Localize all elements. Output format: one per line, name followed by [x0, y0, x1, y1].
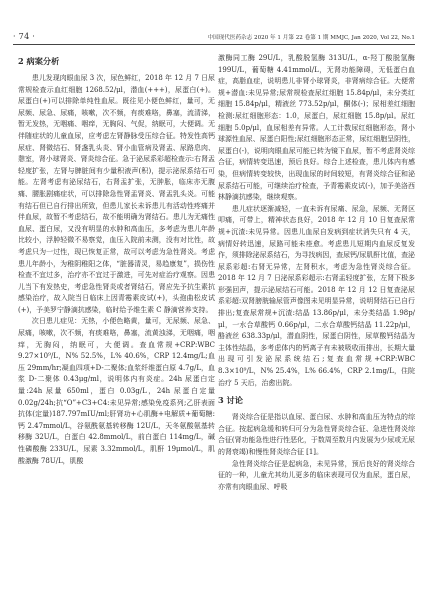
paragraph: 肾炎综合征是指以血尿、蛋白尿、水肿和高血压为特点的综合征。按起病急缓和转归可分为急性肾炎综合征、急进性肾炎综合征(肾功能急性进行性恶化，于数周至数月内发展为少尿或无尿的肾衰竭)和慢性肾炎综合征 [1]。	[218, 413, 415, 456]
paragraph: 次日患儿症见：无热，小便色略黄，量可，无尿频、尿急、尿痛，咳嗽，次不频，有痰难咯，鼻塞，流黄浊涕，无咽痛，咽痒，无胸闷，纳眠可，大便调。查血常规+CRP:WBC 9.27×10⁹/L，N% 52.5%，L% 40.6%，CRP 12.4mg/L;血压 29mm/hr;凝血四项+D-二聚体;血浆纤维蛋白原 4.7g/L，血浆 D-二聚体 0.43μg/ml，说明体内有炎症。24h 尿蛋白定量:24h 尿量 650ml，蛋白 0.03g/L，24h 尿蛋白定量 0.02g/24h;抗“O”+C3+C4:未见异常;感染免疫系列;乙肝表面抗体(定量)187.797mIU/ml;肝肾功+心肌酶+电解质+葡萄糖:钙 2.47mmol/L，谷氨酰氨基转移酶 12U/L，天冬氨酸氨基转移酶 32U/L，白蛋白 42.8mmol/L，前白蛋白 114mg/L，碱性磷酸酶 233U/L，尿素 3.32mmol/L，肌酐 19μmol/L，肌酸激酶 78U/L，肌酸	[18, 317, 215, 465]
section-heading-case-analysis: 2 病案分析	[18, 56, 60, 66]
paragraph: 激酶同工酶 29U/L，乳酸脱氢酶 313U/L，α-羟丁酸脱氢酶 199U/L，葡萄糖 4.41mmol/L，无肾功能障碍，无低蛋白血症，高脂血症，说明患儿非肾小球肾炎，非肾病综合征。大便常规+潜血:未见异常;尿常规检查尿红细胞 15.84p/μl，未分类红细胞 15.84p/μl，精液丝 773.52p/μl，酮体(-)；尿相差红细胞检测:尿红细胞形态：1.0，尿蛋白，尿红细胞 15.8p/μl。尿红细胞 5.0p/μl，血尿相差有异常。人工计数尿红细胞形态，肾小球源性血尿、尿蛋白阳性;尿红细胞形态正常，尿红细胞呈阴性，尿蛋白(-)，说明肉眼血尿可能已转为镜下血尿，暂不考虑肾炎综合征，病情转变迅速，预后良好。综合上述检查，患儿体内有感染，但病情转变较快，出现血尿的时间较短，有肾炎综合征和泌尿系结石可能，可继续治疗检查，予青霉素皮试(-)，加予美洛西林静滴抗感染，继续观察。	[218, 54, 415, 202]
paragraph: 患儿症状逐渐减轻，一直未诉有尿痛、尿急，尿频、无肾区叩痛，可带上，精神状态良好，2018 年 12 月 10 日复查尿常规+沉渣:未见异常。因患儿血尿自发病到症状消失只有 4 天，病情好转迅速，尿路可能未痊愈。考虑患儿短期内血尿反复发作，须排除泌尿系结石，为寻找病因，查尿钙/尿肌酐比值，查泌尿系彩超:右肾无异常，左肾积水，考虑为急性肾炎综合征。2018 年 12 月 7 日泌尿系彩超示:右肾盂轻度扩张，左肾下极多形强回声，提示泌尿结石可能。2018 年 12 月 12 日复查泌尿系彩超:双肾膀胱输尿管声像图未见明显异常，说明肾结石已自行排出;复查尿常规+沉渣:结晶 13.86p/μl，未分类结晶 1.98p/μl，一水合草酸钙 0.66p/μl，二水合草酸钙结晶 11.22p/μl，酪液丝 638.33p/μl，潜血阴性，尿蛋白阴性，尿草酸钙结晶为主体性结晶，多考虑体内的钙离子有未被吸收而排出，长期大量出现可引发泌尿系统结石;复查血常规+CRP:WBC 8.3×10⁹/L，N% 25.4%，L% 66.4%，CRP 2.1mg/L，住院治疗 5 天后，治愈出院。	[218, 204, 415, 387]
left-column	[18, 53, 215, 467]
page-number: · 74 ·	[13, 32, 36, 41]
paragraph: 急性肾炎综合征是起病急，未见异常，预后良好的肾炎综合征的一种，儿童尤其幼儿更多的临床表现可仅为血尿，蛋白尿，亦常有肉眼血尿、呼吸	[218, 459, 415, 491]
header-divider	[13, 44, 415, 45]
journal-citation: 中国现代医药杂志 2020 年 1 月第 22 卷第 1 期 MMJC, Jan 2020, Vol 22, No.1	[207, 35, 415, 41]
section-heading-discussion: 3 讨论	[218, 395, 243, 406]
paragraph: 患儿发现肉眼血尿 3 次，尿色鲜红，2018 年 12 月 7 日尿常规检查示血红细胞 1268.52/μl，潜血(+++)，尿蛋白(+)。尿蛋白(+)可以排除单纯性血尿。既往见小便色鲜红，量可，无尿频、尿急、尿痛，咳嗽，次不频，有痰难咯，鼻塞，流清涕，暂无发热，无咽痛、咽痒，无胸闷、气促，纳眠可，大便调。无伴随症状的儿童血尿，应考虑左肾静脉受压综合征。特发性高钙尿症、肾微结石、肾盏乳头炎、肾小血管病及肾盂、尿路息肉、憩室，肾小球肾炎、肾炎综合征。急于泌尿系彩超检查示:右肾盂轻度扩张，左肾与脾脏间有少量积液声(积)，提示泌尿系结石可能。左肾考虑有泌尿结石，右肾盂扩张，无肿胀，临床亦无腹痛、腰胀剧痛症状，可以排除急性肾盂肾炎、肾盂乳头炎。可能有结石但已自行排出所致，但患儿家长未诉患儿有活动性疼痛并伴血尿，故暂不考虑结石，故不能明确为肾结石。患儿为无痛性血尿、蛋白尿，又没有明显的水肿和高血压，多考虑为患儿年龄比较小，浮肿轻微不易察觉，血压入院前未测，没有对比性，故考虑只为一过性，现已恢复正常，故可以考虑为急性肾炎。考虑患儿年龄小，为稚阴稚阳之体，“脏器清灵，易趋康复”，损伤性检查不宜过多，治疗亦不宜过于激进，可先对症治疗观察。因患儿当下有发热史，考虑急性肾炎或者肾结石，肾应先予抗生素抗感染治疗，故入院当日临床上因青霉素皮试(+)，头孢曲松皮试(+)，予美罗宁静滴抗感染，临时给予维生素 C 静滴营养支持。	[18, 74, 215, 314]
running-header	[0, 31, 427, 43]
right-column	[218, 53, 415, 493]
